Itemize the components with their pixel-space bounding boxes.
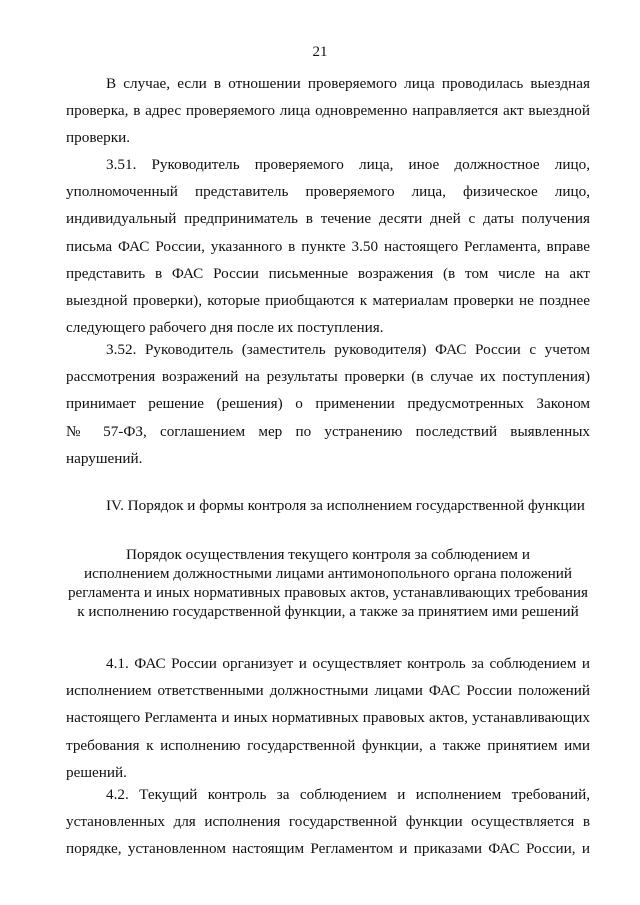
text-line: проверка, в адрес проверяемого лица одновременно направляется акт выездной xyxy=(66,102,590,120)
paragraph-4-1 xyxy=(66,650,590,786)
text-line: № 57-ФЗ, соглашением мер по устранению последствий выявленных xyxy=(66,422,590,440)
paragraph-3-51 xyxy=(66,151,590,341)
text-line: порядке, установленном настоящим Регламентом и приказами ФАС России, и xyxy=(66,840,590,858)
text-line: выездной проверки), которые приобщаются к материалам проверки не позднее xyxy=(66,292,590,310)
text-line: проверки. xyxy=(66,129,131,147)
page-number: 21 xyxy=(312,44,328,60)
paragraph-inspection-act xyxy=(66,70,590,152)
text-line: принимает решение (решения) о применении предусмотренных Законом xyxy=(66,395,590,413)
text-line: нарушений. xyxy=(66,449,143,467)
section-title-text: IV. Порядок и формы контроля за исполнением государственной функции xyxy=(106,497,585,514)
text-line: решений. xyxy=(66,763,127,781)
text-line: 4.1. ФАС России организует и осуществляет контроль за соблюдением и xyxy=(106,655,590,672)
text-line: В случае, если в отношении проверяемого лица проводилась выездная xyxy=(106,75,590,92)
subheading-line: исполнением должностными лицами антимонопольного органа положений xyxy=(84,565,572,582)
text-line: 4.2. Текущий контроль за соблюдением и исполнением требований, xyxy=(106,786,590,803)
text-line: индивидуальный предприниматель в течение десяти дней с даты получения xyxy=(66,210,590,228)
subheading-line: регламента и иных нормативных правовых актов, устанавливающих требования xyxy=(67,584,589,601)
text-line: 3.51. Руководитель проверяемого лица, иное должностное лицо, xyxy=(106,156,590,173)
section-title xyxy=(66,492,590,519)
text-line: следующего рабочего дня после их поступления. xyxy=(66,319,384,337)
subheading xyxy=(66,545,590,621)
text-line: исполнением ответственными должностными лицами ФАС России положений xyxy=(66,682,590,700)
subheading-line: Порядок осуществления текущего контроля за соблюдением и xyxy=(126,546,530,563)
text-line: 3.52. Руководитель (заместитель руководителя) ФАС России с учетом xyxy=(106,341,590,358)
text-line: письма ФАС России, указанного в пункте 3.50 настоящего Регламента, вправе xyxy=(66,237,590,255)
paragraph-3-52 xyxy=(66,336,590,472)
text-line: установленных для исполнения государственной функции осуществляется в xyxy=(66,813,590,831)
text-line: требования к исполнению государственной функции, а также принятием ими xyxy=(66,736,590,754)
text-line: уполномоченный представитель проверяемого лица, физическое лицо, xyxy=(66,183,590,201)
text-line: настоящего Регламента и иных нормативных правовых актов, устанавливающих xyxy=(66,709,590,727)
text-line: представить в ФАС России письменные возражения (в том числе на акт xyxy=(66,264,590,282)
text-line: рассмотрения возражений на результаты проверки (в случае их поступления) xyxy=(66,368,590,386)
paragraph-4-2 xyxy=(66,781,590,863)
subheading-line: к исполнению государственной функции, а также за принятием ими решений xyxy=(77,603,579,620)
